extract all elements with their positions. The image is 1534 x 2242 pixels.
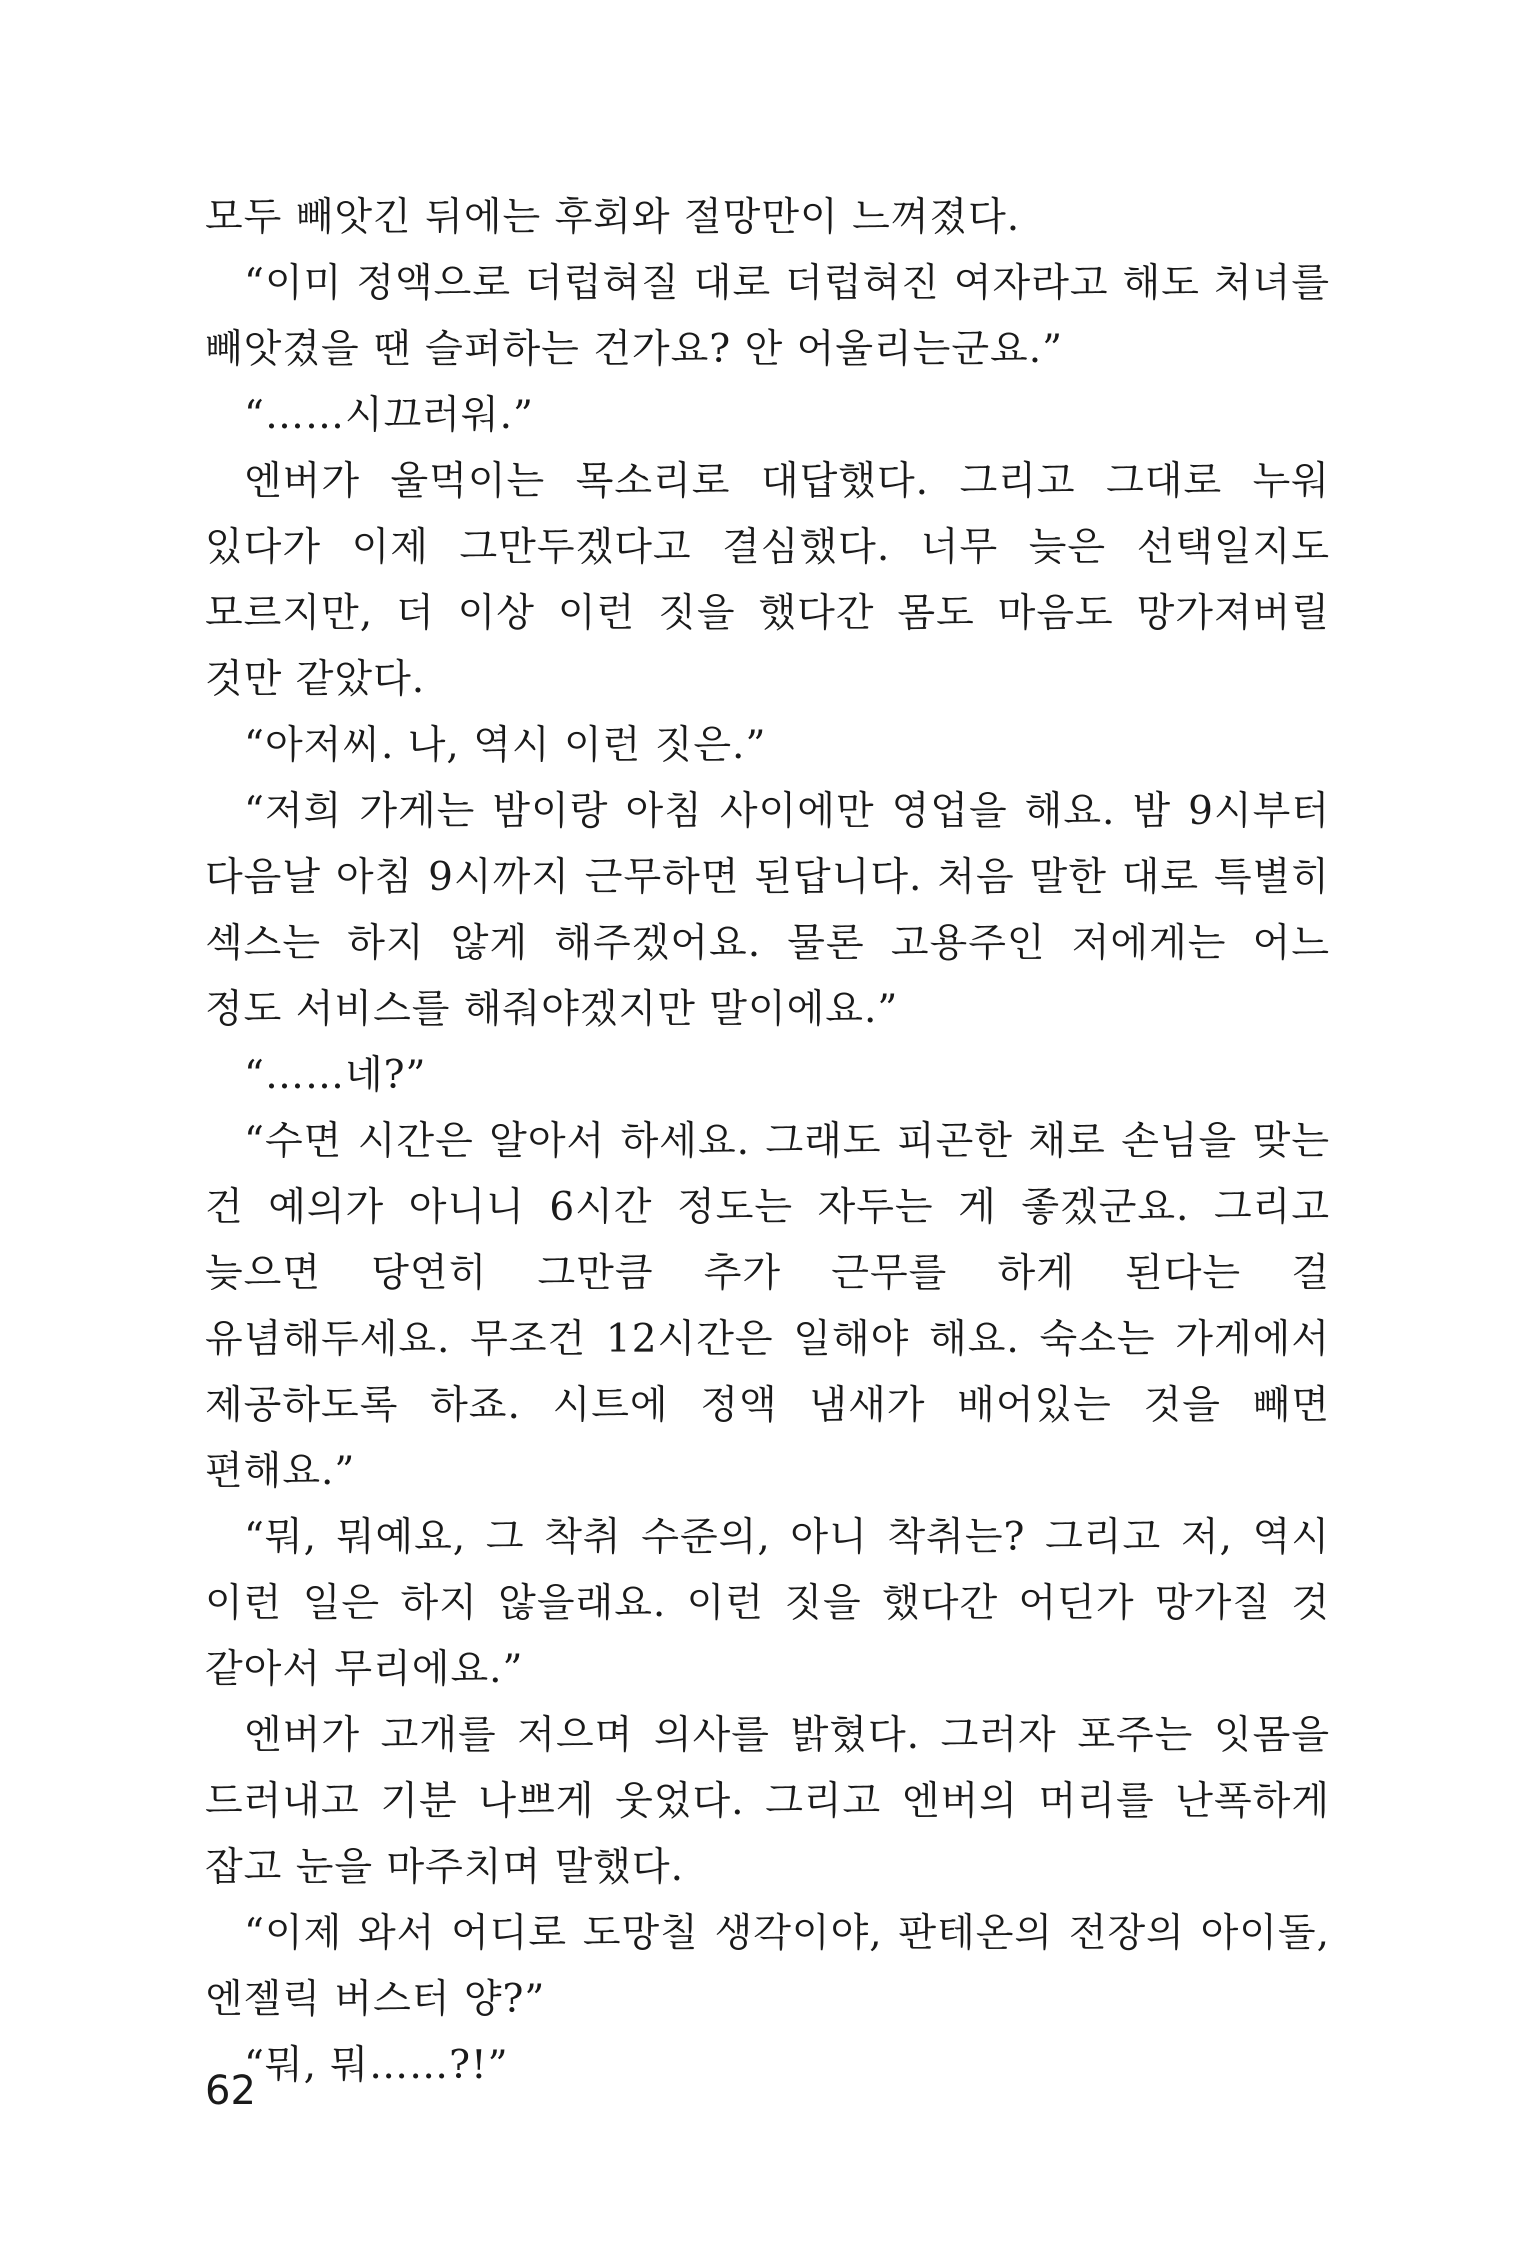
page-number: 62 — [205, 2068, 256, 2114]
paragraph: “뭐, 뭐……?!” — [244, 2043, 509, 2088]
paragraph: “뭐, 뭐예요, 그 착취 수준의, 아니 착취는? 그리고 저, 역시 이런 일은 하지 않을래요. 이런 짓을 했다간 어딘가 망가질 것 같아서 무리에요.” — [205, 1515, 1330, 1692]
paragraph: 엔버가 울먹이는 목소리로 대답했다. 그리고 그대로 누워 있다가 이제 그만두겠다고 결심했다. 너무 늦은 선택일지도 모르지만, 더 이상 이런 짓을 했다간 몸도 마음도 망가져버릴 것만 같았다. — [205, 459, 1330, 702]
body-text — [205, 185, 1330, 2099]
paragraph: “……시끄러워.” — [244, 393, 534, 438]
paragraph: “……네?” — [244, 1053, 427, 1098]
paragraph: “아저씨. 나, 역시 이런 짓은.” — [244, 723, 767, 768]
paragraph: “이제 와서 어디로 도망칠 생각이야, 판테온의 전장의 아이돌, 엔젤릭 버스터 양?” — [205, 1911, 1330, 2022]
paragraph: 모두 빼앗긴 뒤에는 후회와 절망만이 느껴졌다. — [205, 195, 1021, 240]
paragraph: “수면 시간은 알아서 하세요. 그래도 피곤한 채로 손님을 맞는 건 예의가 아니니 6시간 정도는 자두는 게 좋겠군요. 그리고 늦으면 당연히 그만큼 추가 근무를 하게 된다는 걸 유념해두세요. 무조건 12시간은 일해야 해요. 숙소는 가게에서 제공하도록 하죠. 시트에 정액 냄새가 배어있는 것을 빼면 편해요.” — [205, 1119, 1330, 1494]
paragraph: 엔버가 고개를 저으며 의사를 밝혔다. 그러자 포주는 잇몸을 드러내고 기분 나쁘게 웃었다. 그리고 엔버의 머리를 난폭하게 잡고 눈을 마주치며 말했다. — [205, 1713, 1330, 1890]
paragraph: “저희 가게는 밤이랑 아침 사이에만 영업을 해요. 밤 9시부터 다음날 아침 9시까지 근무하면 된답니다. 처음 말한 대로 특별히 섹스는 하지 않게 해주겠어요. 물론 고용주인 저에게는 어느 정도 서비스를 해줘야겠지만 말이에요.” — [205, 789, 1330, 1032]
paragraph: “이미 정액으로 더럽혀질 대로 더럽혀진 여자라고 해도 처녀를 빼앗겼을 땐 슬퍼하는 건가요? 안 어울리는군요.” — [205, 261, 1330, 372]
